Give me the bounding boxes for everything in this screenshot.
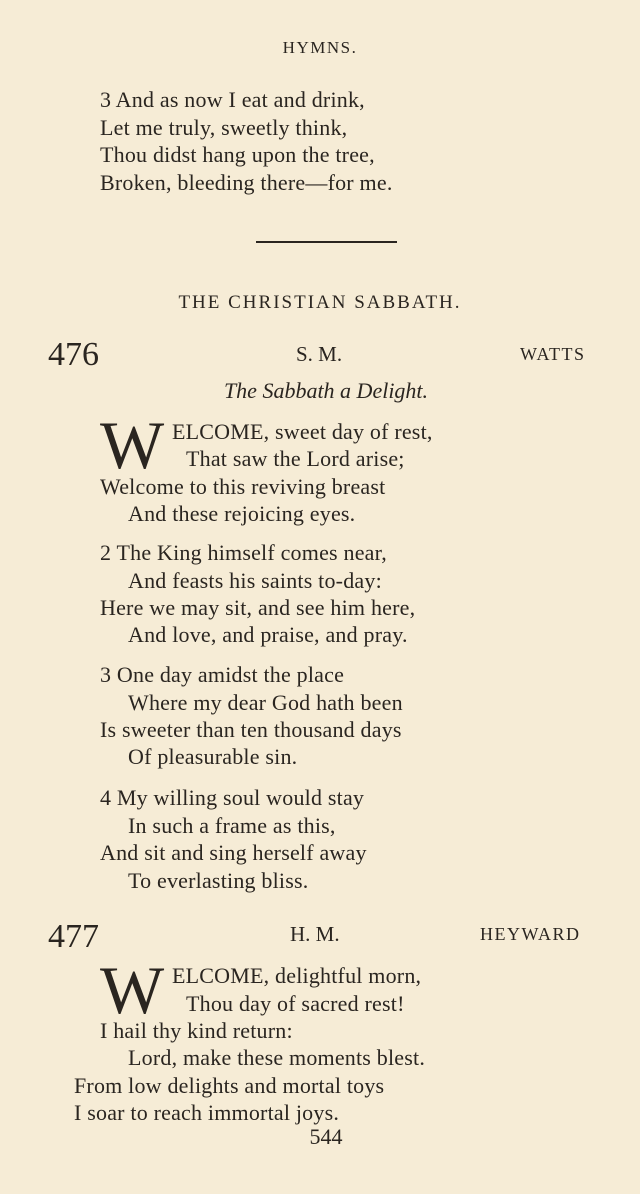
verse-line: Lord, make these moments blest. bbox=[128, 1045, 426, 1070]
verse-line: Is sweeter than ten thousand days bbox=[100, 717, 402, 742]
verse-line: 4 My willing soul would stay bbox=[100, 785, 365, 810]
verse-line: Where my dear God hath been bbox=[128, 690, 403, 715]
verse-line: ELCOME, sweet day of rest, bbox=[172, 419, 433, 444]
verse-line: 3 And as now I eat and drink, bbox=[100, 87, 365, 112]
verse-line: 2 The King himself comes near, bbox=[100, 540, 387, 565]
verse-line: In such a frame as this, bbox=[128, 813, 336, 838]
hymn-number: 476 bbox=[48, 336, 99, 373]
verse-line: I hail thy kind return: bbox=[100, 1018, 293, 1043]
hymn-meter: H. M. bbox=[290, 922, 340, 946]
verse-line: From low delights and mortal toys bbox=[74, 1073, 385, 1098]
verse-line: ELCOME, delightful morn, bbox=[172, 963, 422, 988]
drop-cap: W bbox=[100, 952, 165, 1028]
verse-line: Of pleasurable sin. bbox=[128, 744, 298, 769]
hymn-tune: HEYWARD bbox=[480, 924, 581, 944]
verse-line: Let me truly, sweetly think, bbox=[100, 115, 348, 140]
verse-line: Welcome to this reviving breast bbox=[100, 474, 386, 499]
verse-line: That saw the Lord arise; bbox=[186, 446, 405, 471]
hymn-number: 477 bbox=[48, 918, 99, 955]
verse-line: To everlasting bliss. bbox=[128, 868, 309, 893]
drop-cap: W bbox=[100, 407, 165, 483]
verse-line: And sit and sing herself away bbox=[100, 840, 367, 865]
verse-line: Broken, bleeding there—for me. bbox=[100, 170, 393, 195]
verse-line: And love, and praise, and pray. bbox=[128, 622, 408, 647]
section-divider bbox=[256, 241, 397, 243]
verse-line: I soar to reach immortal joys. bbox=[74, 1100, 340, 1125]
verse-line: Thou didst hang upon the tree, bbox=[100, 142, 375, 167]
section-title: THE CHRISTIAN SABBATH. bbox=[178, 292, 462, 313]
hymn-meter: S. M. bbox=[296, 342, 343, 366]
verse-line: Here we may sit, and see him here, bbox=[100, 595, 416, 620]
running-head: HYMNS. bbox=[282, 38, 358, 57]
verse-line: And these rejoicing eyes. bbox=[128, 501, 356, 526]
hymn-tune: WATTS bbox=[520, 344, 586, 364]
verse-line: And feasts his saints to-day: bbox=[128, 568, 382, 593]
verse-line: 3 One day amidst the place bbox=[100, 662, 345, 687]
page-number: 544 bbox=[309, 1124, 343, 1149]
verse-line: Thou day of sacred rest! bbox=[186, 991, 405, 1016]
hymn-title: The Sabbath a Delight. bbox=[223, 378, 429, 403]
